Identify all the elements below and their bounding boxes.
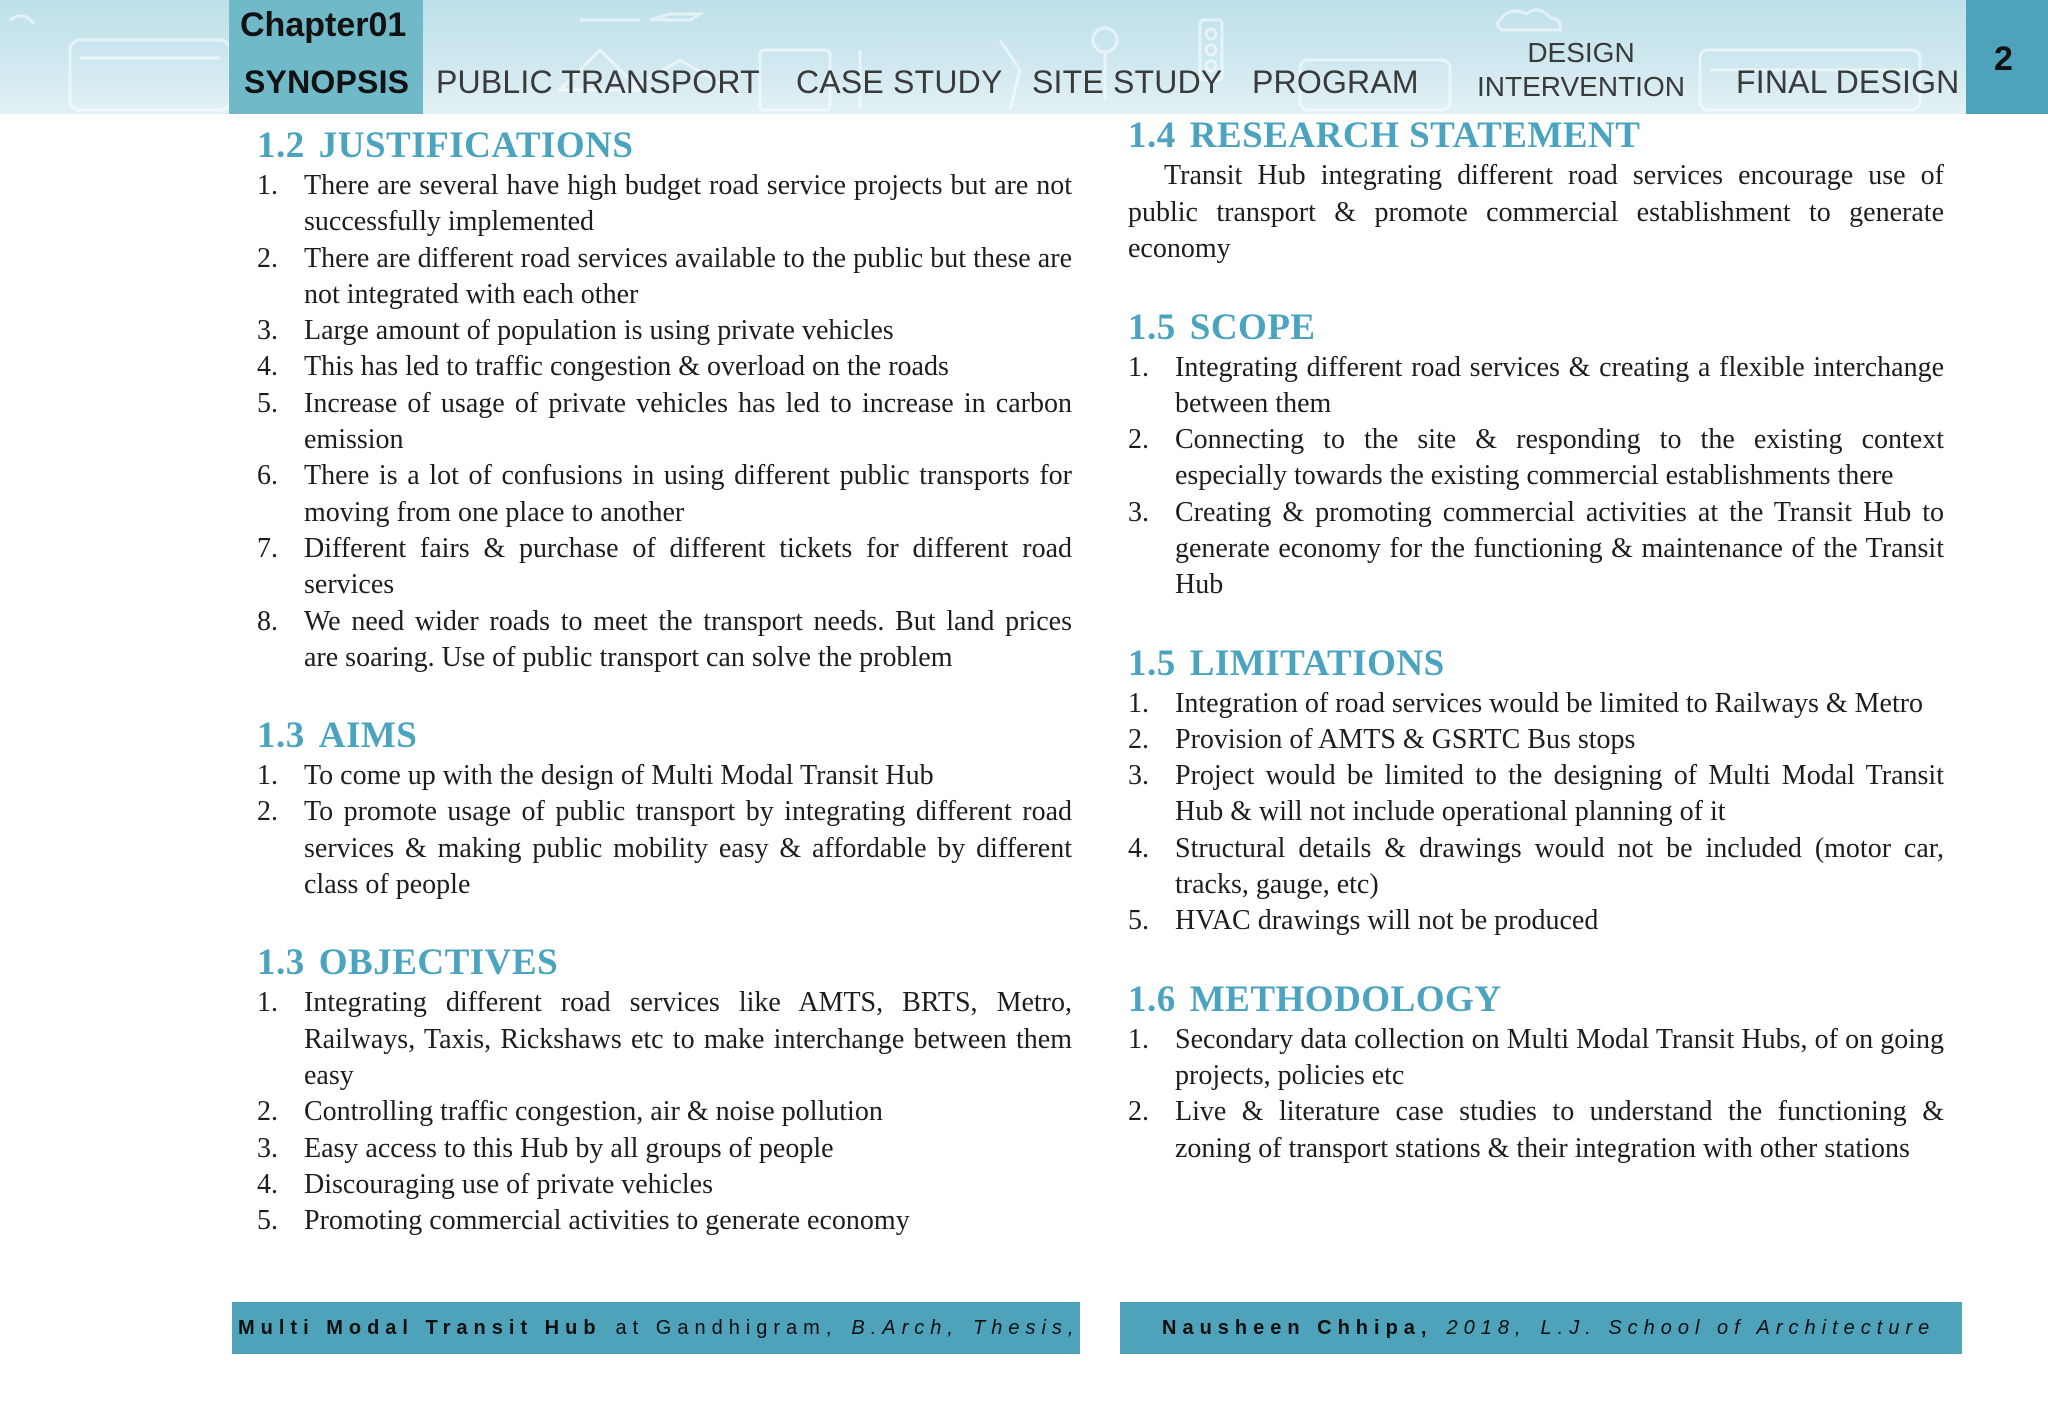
list-item: 2. Provision of AMTS & GSRTC Bus stops	[1128, 723, 1636, 755]
chapter-label: Chapter01	[240, 6, 407, 44]
section-number: 1.3	[257, 715, 305, 757]
aims-heading	[257, 714, 1072, 758]
list-item: 1. There are several have high budget road service projects but are not successfully implemented	[257, 170, 1072, 238]
limitations-list	[1128, 686, 1944, 940]
limitations-heading	[1128, 642, 1944, 686]
scope-heading	[1128, 306, 1944, 350]
nav-program[interactable]: PROGRAM	[1252, 64, 1419, 100]
justifications-list	[257, 168, 1072, 676]
list-item: 1. Integrating different road services like AMTS, BRTS, Metro, Railways, Taxis, Rickshaws etc to make interchange between them easy	[257, 987, 1072, 1091]
objectives-heading	[257, 941, 1072, 985]
nav-design-intervention[interactable]	[1474, 36, 1688, 104]
scope-list	[1128, 350, 1944, 604]
list-item: 1. Secondary data collection on Multi Modal Transit Hubs, of on going projects, policies etc	[1128, 1023, 1944, 1091]
list-item: 2. To promote usage of public transport by integrating different road services & making public mobility easy & affordable by different class of people	[257, 796, 1072, 901]
section-title: OBJECTIVES	[318, 942, 559, 984]
list-item: 2. Connecting to the site & responding to the existing context especially towards the existing commercial establishments there	[1128, 424, 1944, 492]
list-item: 6. There is a lot of confusions in using different public transports for moving from one place to another	[257, 460, 1072, 528]
list-item: 3. Project would be limited to the designing of Multi Modal Transit Hub & will not include operational planning of it	[1128, 760, 1944, 828]
list-item: 5. Promoting commercial activities to generate economy	[257, 1205, 910, 1237]
list-item: 1. To come up with the design of Multi Modal Transit Hub	[257, 760, 934, 792]
page-number: 2	[1994, 40, 2013, 78]
list-item: 4. Discouraging use of private vehicles	[257, 1168, 713, 1200]
footer-degree: B.Arch,	[851, 1316, 959, 1339]
list-item: 2. There are different road services available to the public but these are not integrated with each other	[257, 242, 1072, 310]
footer-project: Multi Modal Transit Hub	[238, 1316, 602, 1339]
section-number: 1.4	[1128, 115, 1176, 156]
section-number: 1.5	[1128, 642, 1176, 684]
section-title: METHODOLOGY	[1189, 978, 1502, 1020]
section-title: AIMS	[318, 715, 418, 757]
footer-bar-left	[232, 1302, 1080, 1354]
list-item: 4. This has led to traffic congestion & overload on the roads	[257, 351, 949, 383]
section-title: RESEARCH STATEMENT	[1189, 115, 1641, 156]
footer-thesis: Thesis,	[972, 1316, 1080, 1339]
list-item: 5. Increase of usage of private vehicles has led to increase in carbon emission	[257, 387, 1072, 456]
section-number: 1.3	[257, 942, 305, 984]
list-item: 3. Easy access to this Hub by all groups of people	[257, 1132, 834, 1164]
justifications-heading	[257, 124, 1072, 168]
list-item: 3. Creating & promoting commercial activities at the Transit Hub to generate economy for the functioning & maintenance of the Transit Hub	[1128, 496, 1944, 601]
list-item: 1. Integrating different road services & creating a flexible interchange between them	[1128, 351, 1944, 419]
methodology-list	[1128, 1022, 1944, 1167]
list-item: 2. Controlling traffic congestion, air & noise pollution	[257, 1096, 883, 1128]
footer-author: Nausheen Chhipa,	[1162, 1316, 1433, 1339]
list-item: 1. Integration of road services would be limited to Railways & Metro	[1128, 687, 1924, 719]
list-item: 3. Large amount of population is using private vehicles	[257, 315, 894, 347]
nav-synopsis[interactable]: SYNOPSIS	[244, 64, 410, 100]
section-title: SCOPE	[1189, 306, 1316, 348]
section-number: 1.2	[257, 125, 305, 166]
left-column	[257, 124, 1072, 1239]
research-statement-heading	[1128, 114, 1944, 158]
methodology-heading	[1128, 978, 1944, 1022]
footer-bar-right	[1120, 1302, 1962, 1354]
list-item: 7. Different fairs & purchase of different tickets for different road services	[257, 532, 1072, 601]
section-title: JUSTIFICATIONS	[318, 125, 634, 166]
objectives-list	[257, 985, 1072, 1239]
nav-final-design[interactable]: FINAL DESIGN	[1736, 64, 1960, 100]
nav-design-line1: DESIGN	[1527, 37, 1635, 68]
nav-case-study[interactable]: CASE STUDY	[796, 64, 1003, 100]
nav-public-transport[interactable]: PUBLIC TRANSPORT	[436, 64, 760, 100]
section-number: 1.5	[1128, 306, 1176, 348]
footer-location: at Gandhigram,	[615, 1316, 838, 1339]
nav-design-line2: INTERVENTION	[1477, 71, 1685, 102]
list-item: 4. Structural details & drawings would not be included (motor car, tracks, gauge, etc)	[1128, 832, 1944, 901]
section-number: 1.6	[1128, 978, 1176, 1020]
list-item: 5. HVAC drawings will not be produced	[1128, 905, 1599, 937]
right-column	[1128, 114, 1944, 1167]
nav-site-study[interactable]: SITE STUDY	[1032, 64, 1223, 100]
list-item: 8. We need wider roads to meet the transport needs. But land prices are soaring. Use of public transport can solve the problem	[257, 605, 1072, 673]
footer-year: 2018,	[1446, 1316, 1527, 1339]
research-statement-text: Transit Hub integrating different road services encourage use of public transport & promote commercial establishment to generate economy	[1128, 160, 1944, 264]
section-title: LIMITATIONS	[1189, 642, 1445, 684]
aims-list	[257, 758, 1072, 903]
footer-school: L.J. School of Architecture	[1540, 1316, 1936, 1339]
list-item: 2. Live & literature case studies to understand the functioning & zoning of transport stations & their integration with other stations	[1128, 1096, 1944, 1164]
